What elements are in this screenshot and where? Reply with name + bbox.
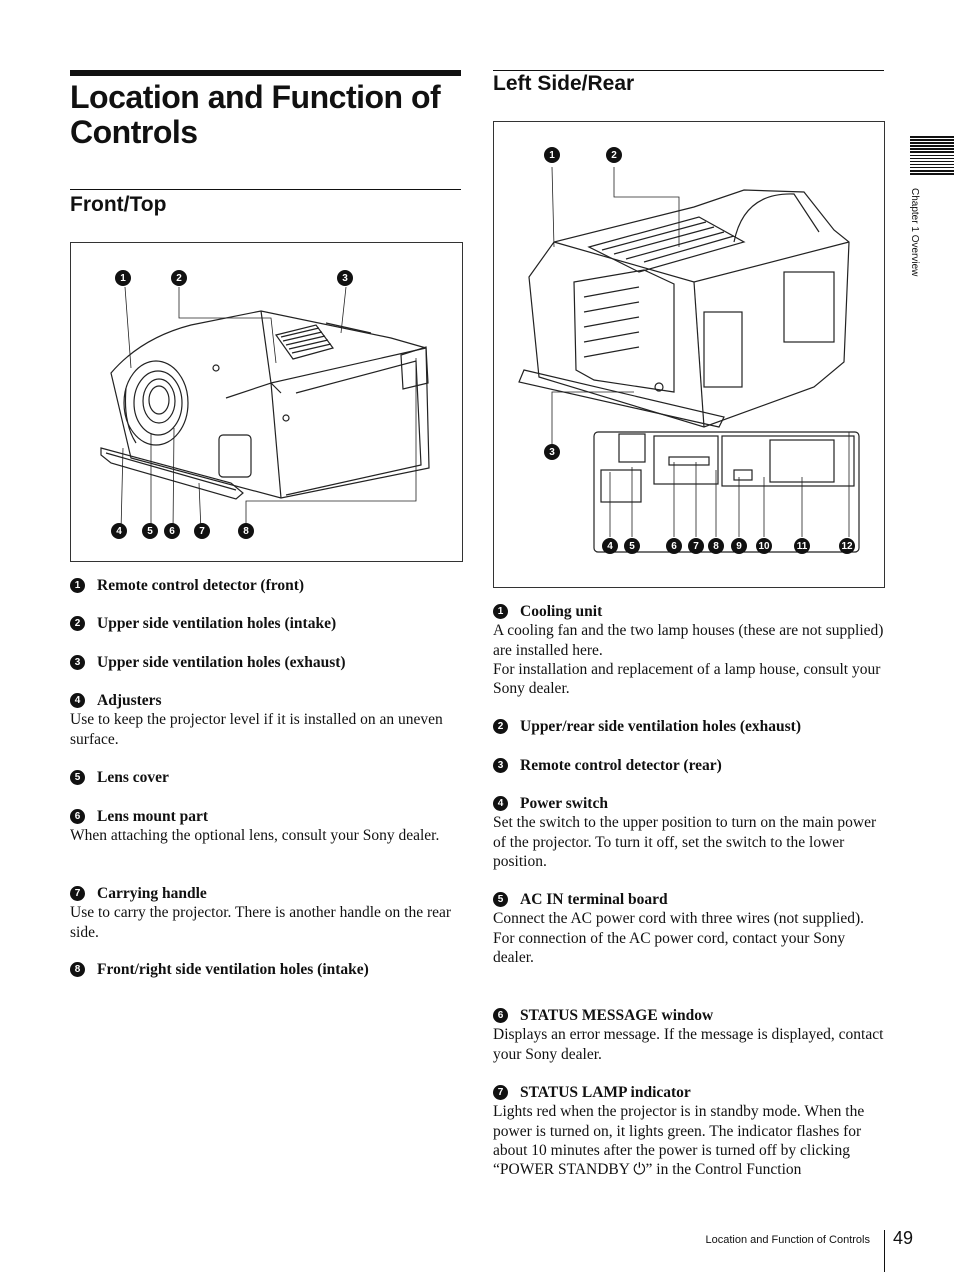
item-title: Upper side ventilation holes (intake)	[97, 615, 337, 632]
item-title: Carrying handle	[97, 885, 207, 902]
section-heading-left-rear: Left Side/Rear	[493, 72, 635, 95]
list-item	[70, 960, 461, 979]
item-title: Upper side ventilation holes (exhaust)	[97, 654, 346, 671]
callout-8: 8	[238, 523, 254, 539]
item-title: AC IN terminal board	[520, 891, 668, 908]
item-title: STATUS LAMP indicator	[520, 1084, 691, 1101]
callout-7: 7	[194, 523, 210, 539]
list-item	[493, 756, 884, 775]
item-title: Cooling unit	[520, 603, 603, 620]
footer-divider	[884, 1230, 885, 1272]
list-item	[70, 614, 461, 633]
item-number: 3	[70, 655, 85, 670]
footer-label: Location and Function of Controls	[705, 1234, 870, 1246]
item-title: Lens mount part	[97, 808, 209, 825]
projector-rear-illustration	[494, 122, 884, 587]
item-description: Use to keep the projector level if it is installed on an uneven surface.	[70, 711, 443, 748]
item-number: 7	[70, 886, 85, 901]
item-title: Upper/rear side ventilation holes (exhaust)	[520, 718, 802, 735]
item-title: Lens cover	[97, 769, 169, 786]
section-heading-front-top: Front/Top	[70, 193, 167, 216]
item-number: 2	[493, 719, 508, 734]
callout-3: 3	[544, 444, 560, 460]
figure-front-top	[70, 242, 463, 562]
callout-5: 5	[142, 523, 158, 539]
callout-9: 9	[731, 538, 747, 554]
list-item	[70, 807, 461, 846]
projector-front-illustration	[71, 243, 462, 561]
item-number: 8	[70, 962, 85, 977]
item-number: 7	[493, 1085, 508, 1100]
section-rule-left-rear	[493, 70, 884, 71]
item-number: 3	[493, 758, 508, 773]
list-item	[70, 691, 461, 749]
figure-left-rear	[493, 121, 885, 588]
page-title: Location and Function of Controls	[70, 79, 441, 150]
item-title: Power switch	[520, 795, 608, 812]
item-title: Adjusters	[97, 692, 162, 709]
item-description: Lights red when the projector is in standby mode. When the power is turned on, it lights green. The indicator flashes for about 10 minutes after the power is turned off by clicking “POWER STANDBY ⏻” in the Control Function	[493, 1103, 865, 1179]
item-title: STATUS MESSAGE window	[520, 1007, 714, 1024]
item-number: 5	[493, 892, 508, 907]
item-number: 6	[70, 809, 85, 824]
list-item	[493, 1083, 884, 1179]
list-item	[70, 768, 461, 787]
item-description: Connect the AC power cord with three wires (not supplied). For connection of the AC power cord, contact your Sony dealer.	[493, 910, 865, 966]
item-title: Remote control detector (front)	[97, 577, 305, 594]
item-description: When attaching the optional lens, consult your Sony dealer.	[70, 827, 440, 845]
callout-11: 11	[794, 538, 810, 554]
item-description: Use to carry the projector. There is another handle on the rear side.	[70, 904, 452, 941]
item-title: Front/right side ventilation holes (intake)	[97, 961, 369, 978]
item-number: 4	[70, 693, 85, 708]
item-number: 2	[70, 616, 85, 631]
callout-6: 6	[164, 523, 180, 539]
callout-5: 5	[624, 538, 640, 554]
list-item	[70, 653, 461, 672]
item-description: Displays an error message. If the message is displayed, contact your Sony dealer.	[493, 1026, 884, 1063]
item-number: 1	[493, 604, 508, 619]
item-number: 5	[70, 770, 85, 785]
item-title: Remote control detector (rear)	[520, 757, 722, 774]
list-item	[493, 602, 884, 698]
item-number: 6	[493, 1008, 508, 1023]
callout-1: 1	[115, 270, 131, 286]
callout-10: 10	[756, 538, 772, 554]
callout-2: 2	[171, 270, 187, 286]
list-item	[70, 884, 461, 942]
list-item	[493, 1006, 884, 1064]
page-number: 49	[893, 1228, 914, 1248]
callout-7: 7	[688, 538, 704, 554]
list-item	[70, 576, 461, 595]
title-rule	[70, 70, 461, 76]
callout-6: 6	[666, 538, 682, 554]
callout-2: 2	[606, 147, 622, 163]
callout-1: 1	[544, 147, 560, 163]
chapter-thumb-tab	[910, 136, 954, 176]
callout-12: 12	[839, 538, 855, 554]
chapter-side-label: Chapter 1 Overview	[909, 188, 920, 277]
callout-8: 8	[708, 538, 724, 554]
list-item	[493, 717, 884, 736]
section-rule-front-top	[70, 189, 461, 190]
callout-4: 4	[111, 523, 127, 539]
list-item	[493, 890, 884, 967]
item-description: A cooling fan and the two lamp houses (these are not supplied) are installed here. For installation and replacement of a lamp house, consult your Sony dealer.	[493, 622, 884, 698]
callout-4: 4	[602, 538, 618, 554]
item-number: 1	[70, 578, 85, 593]
list-item	[493, 794, 884, 871]
item-number: 4	[493, 796, 508, 811]
item-description: Set the switch to the upper position to turn on the main power of the projector. To turn it off, set the switch to the lower position.	[493, 814, 877, 870]
callout-3: 3	[337, 270, 353, 286]
